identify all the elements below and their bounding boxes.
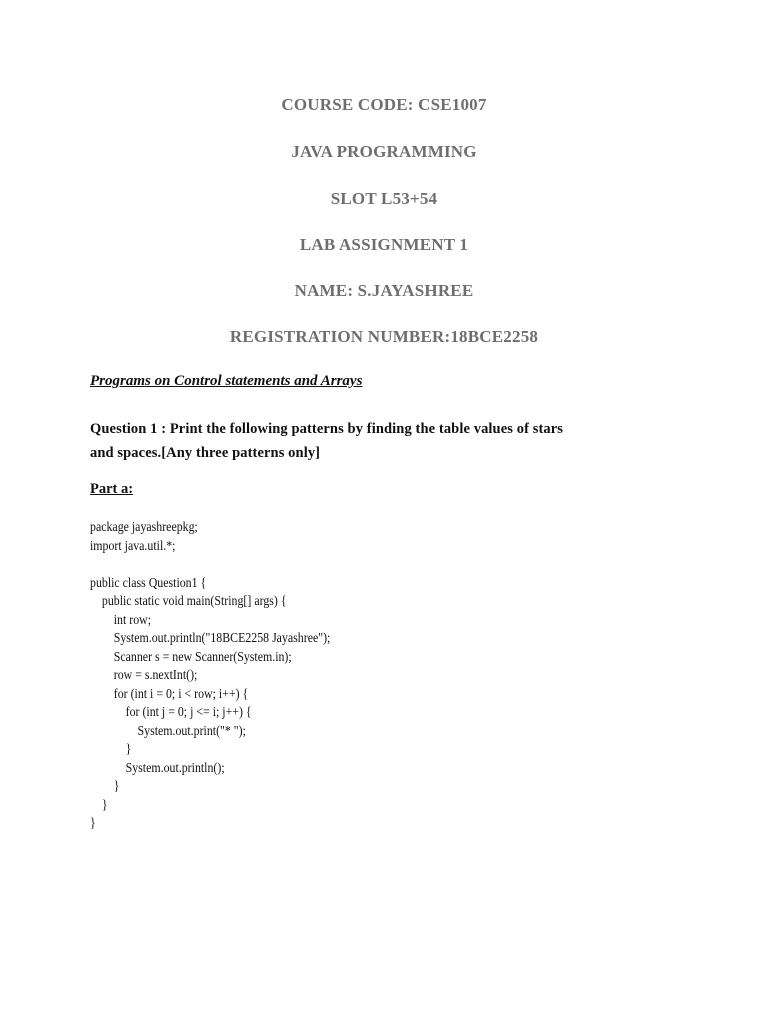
code-line: package jayashreepkg;: [90, 519, 198, 534]
code-line: public class Question1 {: [90, 574, 207, 590]
code-line: for (int j = 0; j <= i; j++) {: [90, 704, 252, 719]
question-text: [90, 417, 650, 465]
student-name-heading: NAME: S.JAYASHREE: [294, 281, 474, 300]
code-line: }: [90, 796, 108, 812]
code-line: for (int i = 0; i < row; i++) {: [90, 685, 249, 701]
code-line: Scanner s = new Scanner(System.in);: [90, 648, 292, 664]
code-line: row = s.nextInt();: [90, 667, 198, 682]
section-title: Programs on Control statements and Arrays: [90, 373, 363, 389]
code-line: int row;: [90, 611, 152, 627]
code-line: public static void main(String[] args) {: [90, 593, 287, 608]
code-line: }: [90, 778, 120, 793]
assignment-heading: LAB ASSIGNMENT 1: [299, 235, 469, 254]
slot-heading: SLOT L53+54: [330, 189, 438, 208]
code-line: System.out.print("* ");: [90, 722, 246, 738]
question-line-2: and spaces.[Any three patterns only]: [90, 445, 321, 461]
code-line: [90, 555, 330, 574]
question-line-1: Question 1 : Print the following patterns by finding the table values of stars: [90, 421, 564, 437]
code-line: import java.util.*;: [90, 537, 176, 553]
registration-number-heading: REGISTRATION NUMBER:18BCE2258: [229, 327, 539, 346]
code-line: System.out.println("18BCE2258 Jayashree");: [90, 630, 331, 645]
course-name-heading: JAVA PROGRAMMING: [291, 142, 477, 161]
code-line: }: [90, 741, 132, 756]
part-title: Part a:: [90, 481, 134, 497]
code-line: System.out.println();: [90, 759, 225, 775]
code-line: }: [90, 815, 96, 830]
code-block: [90, 518, 330, 833]
course-code-heading: COURSE CODE: CSE1007: [281, 95, 487, 114]
